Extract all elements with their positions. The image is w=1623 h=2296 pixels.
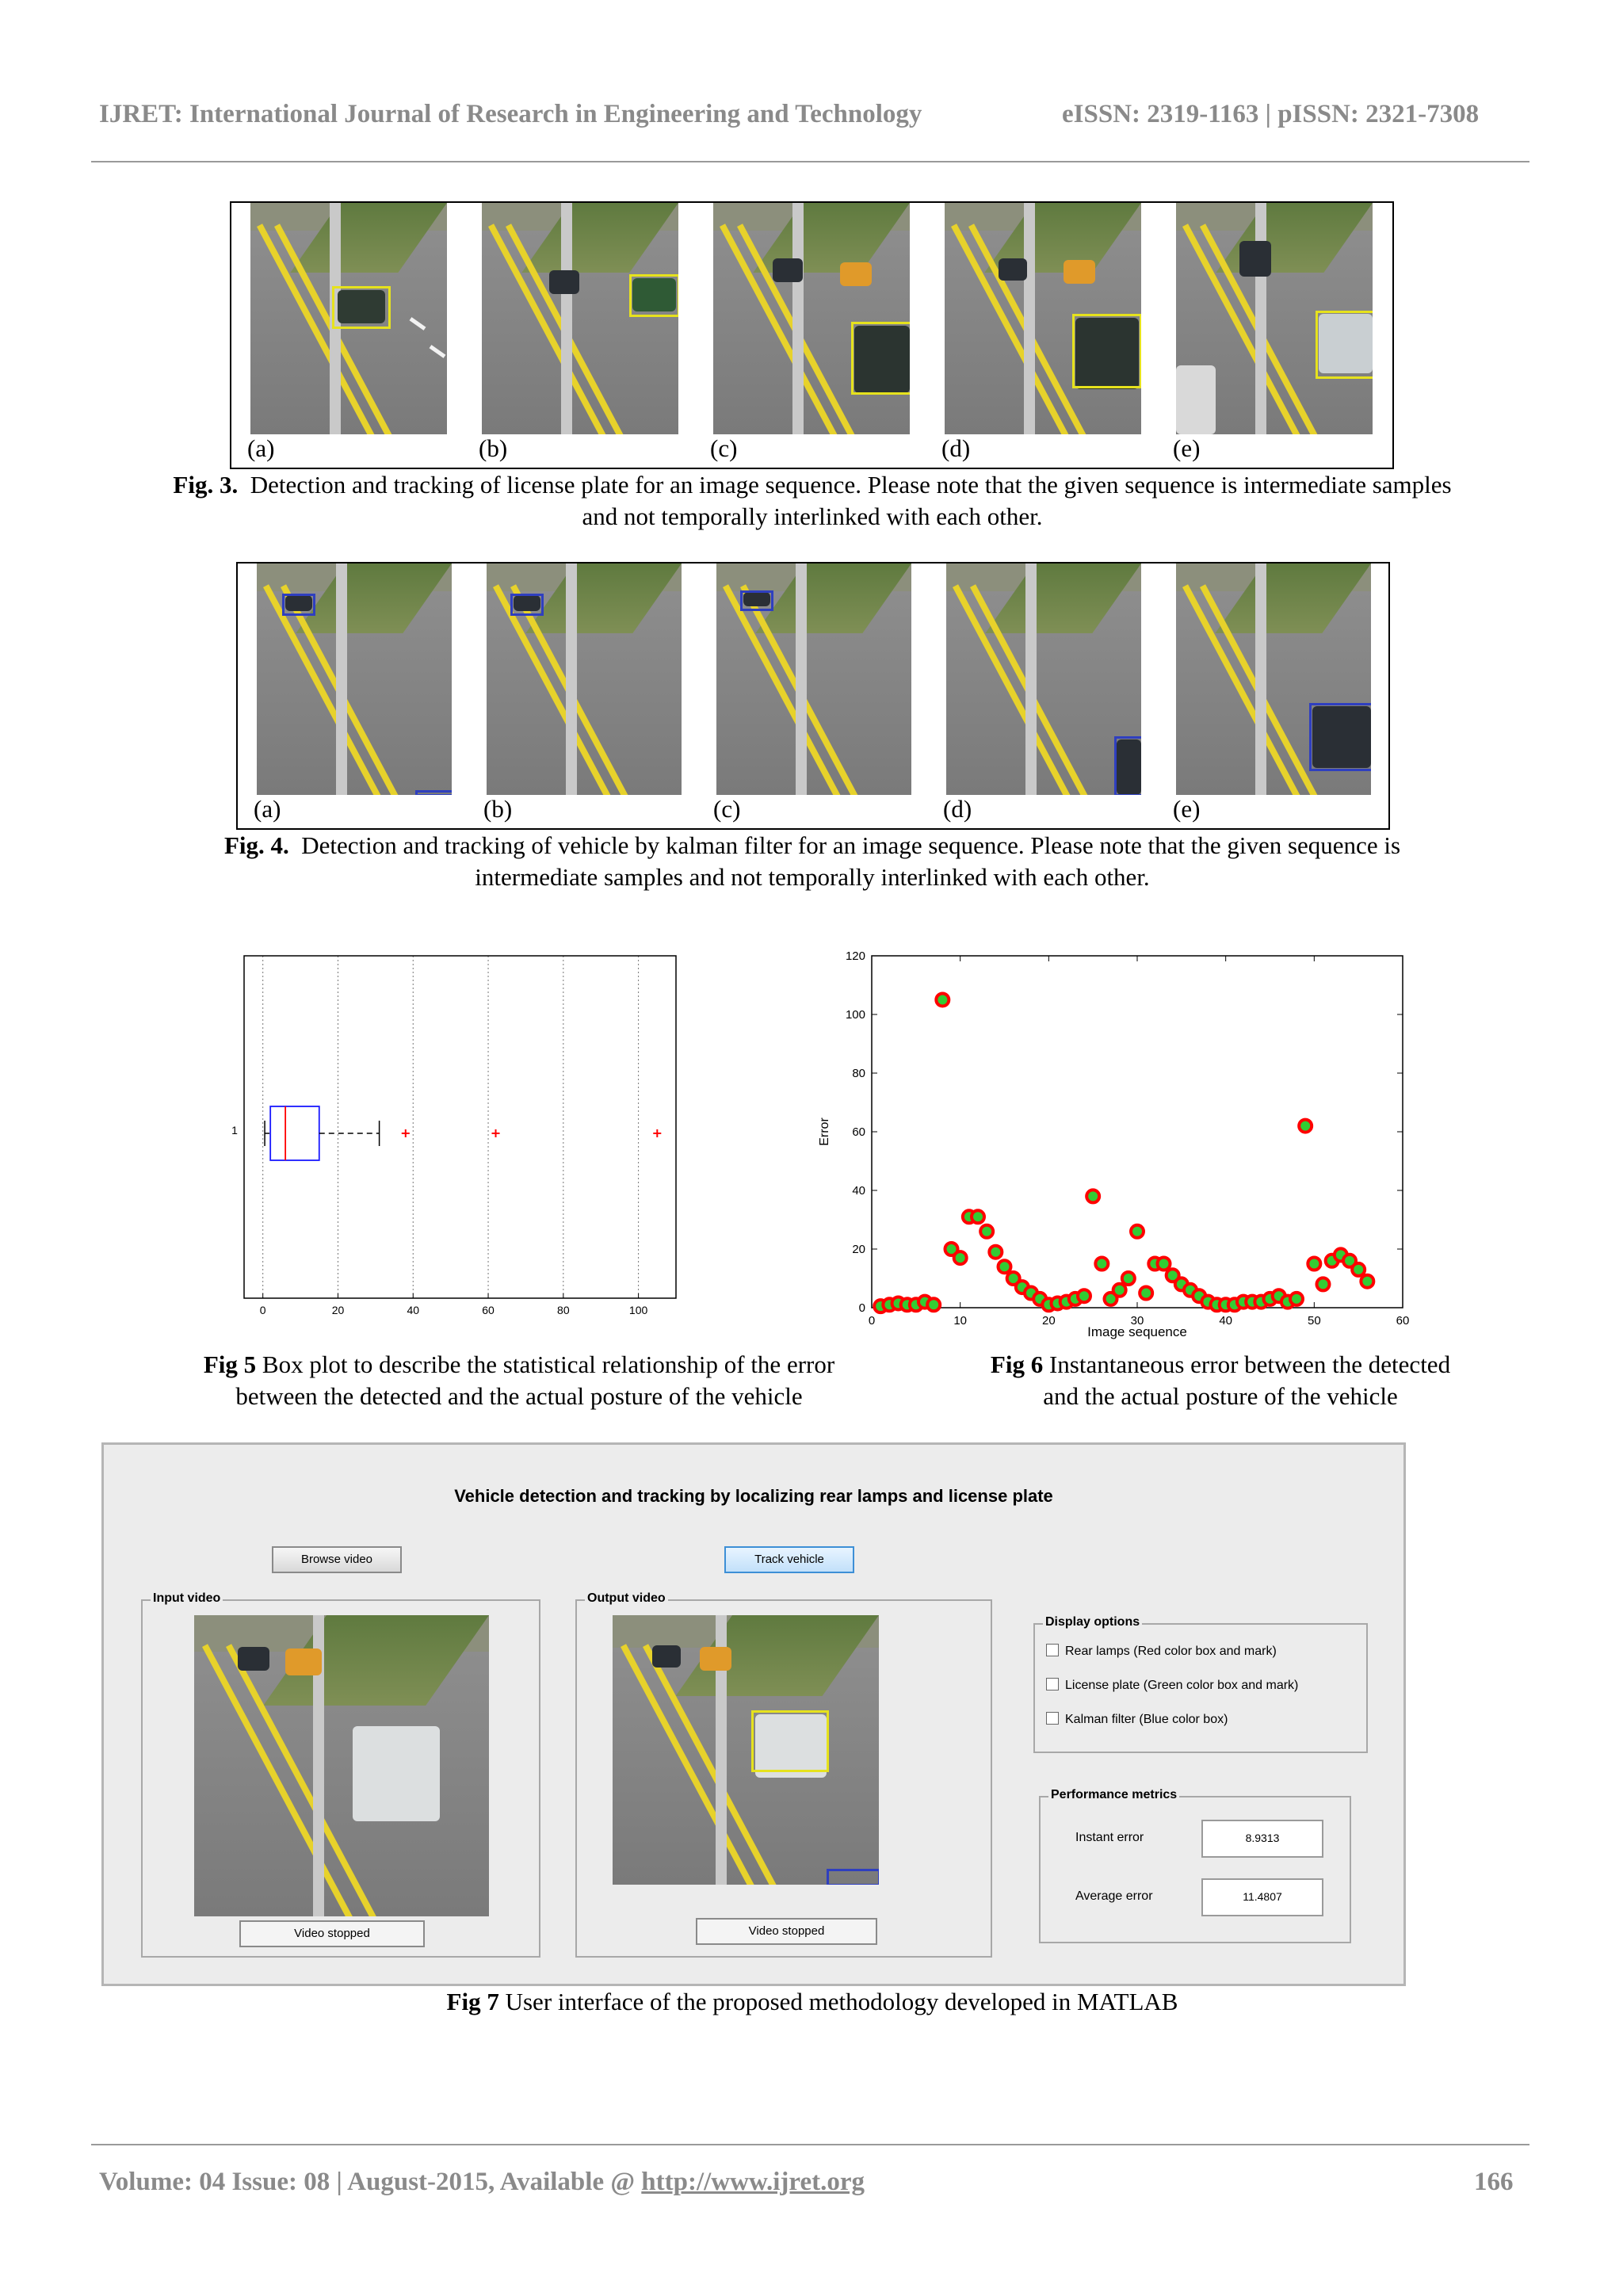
browse-video-button[interactable]: Browse video (272, 1546, 402, 1573)
display-options-legend: Display options (1043, 1615, 1142, 1629)
scatter-point (1078, 1289, 1090, 1302)
scatter-xtick-label: 10 (953, 1314, 968, 1328)
fig7-caption-text: User interface of the proposed methodology developed in MATLAB (505, 1988, 1178, 2015)
scatter-point (1131, 1225, 1144, 1238)
fig6-caption-line2: and the actual posture of the vehicle (1043, 1382, 1398, 1410)
journal-header: IJRET: International Journal of Research in Engineering and Technology (99, 100, 922, 128)
fig6-caption (935, 1349, 1506, 1412)
fig4-sublabel-b: (b) (483, 795, 513, 823)
fig5-caption-num: Fig 5 (203, 1350, 257, 1378)
fig3-caption (87, 469, 1537, 533)
fig7-caption (87, 1986, 1537, 2018)
fig5-caption (119, 1349, 919, 1412)
output-video-panel (575, 1591, 992, 1958)
fig3-frame-e (1176, 203, 1373, 434)
scatter-ytick-label: 20 (852, 1243, 865, 1256)
fig3-sublabel-a: (a) (247, 434, 275, 462)
scatter-point (936, 994, 949, 1007)
footer-rule (91, 2144, 1529, 2145)
fig3-sublabel-c: (c) (710, 434, 738, 462)
scatter-point (1352, 1263, 1365, 1276)
fig3-caption-line2: and not temporally interlinked with each other. (582, 502, 1043, 530)
fig4-sublabel-a: (a) (254, 795, 281, 823)
performance-metrics-panel (1039, 1788, 1351, 1943)
fig4-caption-line1: Detection and tracking of vehicle by kalman filter for an image sequence. Please note that the given sequence is (301, 831, 1401, 859)
scatter-point (1122, 1272, 1135, 1285)
fig6-scatter (804, 943, 1438, 1347)
boxplot-axes-frame (244, 956, 676, 1298)
fig4-frame-a (257, 563, 452, 795)
instant-error-field[interactable]: 8.9313 (1201, 1820, 1323, 1858)
scatter-ytick-label: 60 (852, 1125, 865, 1139)
fig4-caption (87, 830, 1537, 893)
input-video-panel (141, 1591, 540, 1958)
fig3-sublabel-d: (d) (941, 434, 971, 462)
rear-lamps-label: Rear lamps (Red color box and mark) (1065, 1645, 1277, 1658)
input-video-frame (194, 1615, 489, 1916)
scatter-xtick-label: 60 (1396, 1314, 1410, 1328)
boxplot-outlier (402, 1129, 410, 1137)
gui-title: Vehicle detection and tracking by localizing rear lamps and license plate (454, 1486, 1053, 1506)
header-rule (91, 161, 1529, 162)
fig5-caption-line1: Box plot to describe the statistical relationship of the error (262, 1350, 835, 1378)
scatter-point (1361, 1275, 1373, 1288)
fig4-frame-b (487, 563, 682, 795)
scatter-xtick-label: 0 (868, 1314, 876, 1328)
scatter-point (980, 1225, 993, 1238)
fig5-caption-line2: between the detected and the actual posture of the vehicle (235, 1382, 803, 1410)
fig4-image-strip (236, 562, 1390, 830)
boxplot-outlier (492, 1129, 500, 1137)
footer-page-number: 166 (1474, 2168, 1514, 2196)
scatter-point (1113, 1284, 1126, 1297)
input-video-status: Video stopped (239, 1920, 425, 1947)
fig3-caption-line1: Detection and tracking of license plate for an image sequence. Please note that the given sequence is intermediate samples (250, 471, 1452, 499)
kalman-filter-checkbox[interactable] (1046, 1712, 1228, 1727)
scatter-point (1140, 1287, 1152, 1300)
scatter-ytick-label: 40 (852, 1184, 865, 1198)
boxplot-outlier (653, 1129, 661, 1137)
scatter-xtick-label: 20 (1041, 1314, 1056, 1328)
fig6-caption-line1: Instantaneous error between the detected (1048, 1350, 1451, 1378)
boxplot-xtick-label: 0 (259, 1304, 266, 1316)
average-error-field[interactable]: 11.4807 (1201, 1878, 1323, 1916)
footer-volume (99, 2168, 865, 2197)
fig4-sublabel-d: (d) (943, 795, 972, 823)
scatter-point (972, 1210, 984, 1223)
fig6-caption-num: Fig 6 (990, 1350, 1044, 1378)
output-video-status: Video stopped (696, 1918, 877, 1945)
scatter-point (989, 1246, 1002, 1259)
rear-lamps-checkbox[interactable] (1046, 1644, 1277, 1659)
scatter-xtick-label: 40 (1219, 1314, 1233, 1328)
input-video-legend: Input video (151, 1591, 223, 1606)
display-options-panel (1033, 1615, 1368, 1753)
boxplot-xtick-label: 80 (557, 1304, 570, 1316)
scatter-xtick-label: 30 (1130, 1314, 1144, 1328)
fig3-image-strip (230, 201, 1394, 469)
fig4-frame-e (1176, 563, 1371, 795)
fig5-boxplot (222, 943, 697, 1316)
fig3-sublabel-b: (b) (479, 434, 508, 462)
scatter-point (1158, 1258, 1170, 1270)
scatter-point (1086, 1190, 1099, 1202)
fig3-caption-num: Fig. 3. (173, 471, 239, 499)
fig4-frame-c (716, 563, 911, 795)
scatter-xtick-label: 50 (1307, 1314, 1321, 1328)
footer-volume-text: Volume: 04 Issue: 08 | August-2015, Available @ (99, 2168, 642, 2196)
scatter-xlabel: Image sequence (1087, 1324, 1187, 1339)
average-error-label: Average error (1075, 1889, 1153, 1903)
boxplot-category-label: 1 (231, 1124, 238, 1137)
boxplot-xtick-label: 60 (482, 1304, 495, 1316)
scatter-ytick-label: 80 (852, 1067, 865, 1080)
fig4-sublabel-c: (c) (713, 795, 741, 823)
output-video-legend: Output video (585, 1591, 668, 1606)
fig3-frame-b (482, 203, 678, 434)
issn-header: eISSN: 2319-1163 | pISSN: 2321-7308 (1062, 100, 1480, 128)
output-video-frame (613, 1615, 879, 1885)
scatter-ytick-label: 0 (858, 1301, 865, 1315)
footer-url-link[interactable]: http://www.ijret.org (641, 2168, 865, 2196)
track-vehicle-button[interactable]: Track vehicle (724, 1546, 854, 1573)
scatter-point (1299, 1120, 1312, 1133)
instant-error-label: Instant error (1075, 1831, 1144, 1844)
fig4-caption-num: Fig. 4. (223, 831, 289, 859)
fig4-caption-line2: intermediate samples and not temporally interlinked with each other. (475, 863, 1150, 891)
scatter-point (1317, 1278, 1330, 1290)
fig4-sublabel-e: (e) (1173, 795, 1201, 823)
scatter-ylabel: Error (818, 1117, 831, 1146)
kalman-filter-label: Kalman filter (Blue color box) (1065, 1713, 1228, 1726)
scatter-point (927, 1298, 940, 1311)
boxplot-xtick-label: 20 (331, 1304, 345, 1316)
performance-metrics-legend: Performance metrics (1048, 1788, 1179, 1802)
scatter-ytick-label: 100 (845, 1008, 865, 1022)
license-plate-label: License plate (Green color box and mark) (1065, 1679, 1299, 1692)
boxplot-xtick-label: 40 (407, 1304, 420, 1316)
scatter-point (999, 1260, 1011, 1273)
scatter-point (1308, 1258, 1320, 1270)
boxplot-box (270, 1106, 319, 1160)
scatter-ytick-label: 120 (845, 949, 865, 963)
fig3-frame-d (945, 203, 1141, 434)
boxplot-xtick-label: 100 (628, 1304, 648, 1316)
scatter-point (1095, 1258, 1108, 1270)
scatter-point (1290, 1293, 1303, 1305)
fig4-frame-d (946, 563, 1141, 795)
license-plate-checkbox[interactable] (1046, 1678, 1298, 1693)
scatter-point (954, 1251, 967, 1264)
fig7-caption-num: Fig 7 (446, 1988, 499, 2015)
fig3-frame-c (713, 203, 910, 434)
fig3-frame-a (250, 203, 447, 434)
matlab-gui-window (101, 1442, 1406, 1986)
fig3-sublabel-e: (e) (1173, 434, 1201, 462)
